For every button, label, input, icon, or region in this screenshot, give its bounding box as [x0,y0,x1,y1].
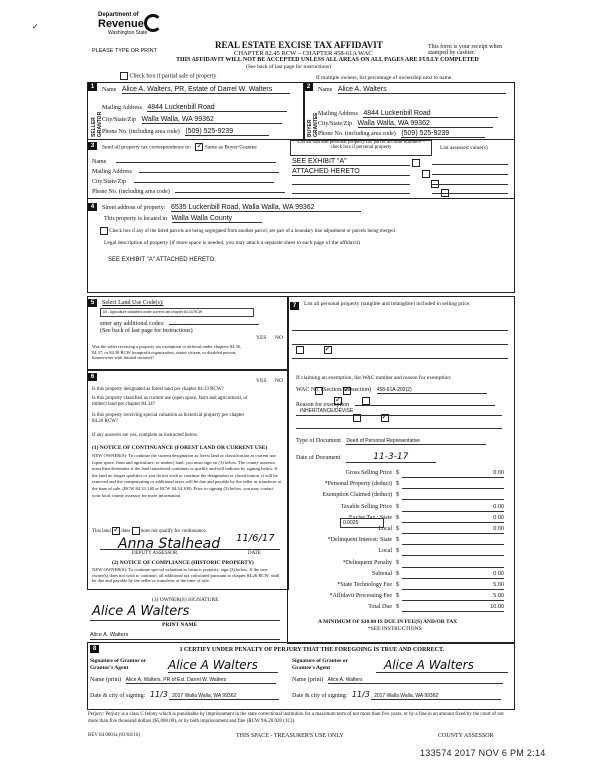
exemption-claim: If claiming an exemption, list WAC number and reason for exemption: [296,375,452,381]
land-use-select[interactable]: 83 - Agriculture classified under current use chapter 84.34 RCW [100,308,254,317]
tax-row-value[interactable] [402,481,504,489]
grantee-date-row: Date & city of signing: 11/3 , 2017 Walla Walla, WA 99362 [292,690,501,700]
parcel-1[interactable]: SEE EXHIBIT "A" [292,158,410,166]
tax-row-dollar: $ [396,526,399,532]
notice2-body: NEW OWNER(S): To continue special valuation as historic property, sign (3) below. If the new owner(s) does not wish to continue, all additional tax calculated pursuant to chapter 84.26 RCW, shall be due and payable by the seller or transferor at the time of sale. [92,567,280,584]
grantor-sig-line[interactable] [168,672,278,673]
buyer-mailing[interactable]: 4844 Luckenbill Road [363,110,498,118]
s3-phone-row: Phone No. (including area code) [92,186,285,195]
dor-logo [98,12,158,38]
additional-codes: enter any additional codes: [100,318,259,327]
reason-line-2 [296,415,502,416]
partial-sale [120,72,216,80]
local-rate[interactable]: 0.0025 [340,518,384,528]
legal-description[interactable]: SEE EXHIBIT "A" ATTACHED HERETO. [108,257,216,263]
print-name-label: PRINT NAME [162,622,198,628]
multiple-owners: If multiple owners, list percentage of ownership next to name. [316,75,453,81]
section-2-number: 2 [304,83,313,91]
tax-row-dollar: $ [396,548,399,555]
s3-phone-line[interactable] [175,186,285,193]
buyer-mailing-row: Mailing Address 4844 Luckenbill Road [318,110,498,118]
buyer-name[interactable]: Alice A. Walters [338,86,506,94]
tax-row-dollar: $ [396,470,399,476]
s6-q2: Is this property classified as current use (open space, farm and agricultural, or timber) land per chapter 84.34? [92,396,248,407]
notice1-body: NEW OWNER(S): To continue the current designation as forest land or classification as current use (open space, farm and agriculture, or timber) land, you must sign on (3) below. The county assessor must then determine if the land transferred continues to qualify and will indicate by signing below. If the land no longer qualifies or you do not wish to continue the designation or classification, it will be removed and the compensating or additional taxes will be due and payable by the seller or transferor at the time of sale. (RCW 84.33.140 or RCW 84.34.108). Prior to signing (3) below, you may contact your local county assessor for more information. [92,453,282,498]
parcel-4[interactable] [292,193,410,194]
owner-sig-label: (3) OWNER(S) SIGNATURE [152,597,219,603]
form-chapter: CHAPTER 82.45 RCW – CHAPTER 458-61A WAC [234,50,373,57]
tax-row-dollar: $ [396,503,399,510]
tax-row-dollar: $ [396,604,399,611]
tax-row-value[interactable]: 0.00 [402,515,504,523]
parcel-header: List all real and personal property tax parcel account numbers – check box if personal property [297,140,425,150]
notice1-title: (1) NOTICE OF CONTINUANCE (FOREST LAND OR CURRENT USE) [92,445,268,451]
grantee-year-city[interactable]: , 2017 Walla Walla, WA 99362 [371,693,501,700]
see-back: (See back of last page for instructions) [246,64,331,70]
tax-row-label: Total Due [368,604,392,611]
tax-row-value[interactable]: 0.00 [402,504,504,512]
legal-row: Legal description of property (if more space is needed, you may attach a separate sheet to each page of the affidavit) [104,240,360,246]
answers-note: If any answers are yes, complete as instructed below. [92,433,199,438]
located-row: This property is located in Walla Walla County [104,215,262,223]
assessor-sig-line[interactable] [100,549,280,550]
tax-row-label: *Delinquent Interest: State [327,537,392,544]
parcel-3[interactable] [292,184,410,185]
buyer-name-row: Name Alice A. Walters [318,86,506,94]
form-title: REAL ESTATE EXCISE TAX AFFIDAVIT [215,40,383,50]
s3-name-line[interactable] [116,156,276,163]
tax-row-dollar: $ [396,537,399,544]
tax-row-label: Gross Selling Price [345,470,392,476]
pp-line-1[interactable] [292,330,508,331]
rev-number: REV 84 0001a (01/04/16) [88,733,140,738]
deputy-assessor-label: DEPUTY ASSESSOR [132,551,178,556]
tax-row-dollar: $ [396,570,399,577]
doc-date-row: Date of Document 11-3-17 [296,452,436,463]
tax-row-dollar: $ [396,481,399,488]
tax-row-label: Local [378,548,392,555]
section-6-number: 6 [88,373,97,381]
reason-line-3 [296,428,502,429]
buyer-city-row: City/State/Zip Walla Walla, WA 99362 [318,120,493,128]
grantor-date-row: Date & city of signing: 11/3 , 2017 Walla Walla, WA 99362 [90,690,279,700]
grantor-date[interactable]: 11/3 [149,690,168,699]
tax-row-label: Excise Tax : State [349,514,392,521]
grantor-sig-label: Signature of Grantor or Grantor's Agent [90,658,147,671]
boundary-checkbox[interactable] [100,227,108,235]
does-checkbox[interactable] [112,527,120,535]
buyer-city[interactable]: Walla Walla, WA 99362 [358,120,493,128]
s6-no: NO [275,378,283,384]
certify: I CERTIFY UNDER PENALTY OF PERJURY THAT THE FOREGOING IS TRUE AND CORRECT. [180,647,445,653]
buyer-phone-row: Phone No. (including area code) (509) 525-9239 [318,130,485,138]
receipt-note: This form is your receipt when stamped by cashier. [428,44,503,56]
dor-logo-line1: Department of [98,12,139,18]
assessor-date: 11/6/17 [236,533,275,544]
seller-city-row: City/State/Zip Walla Walla, WA 99362 [102,116,282,124]
continuance-row: This land ✓ does does not qualify for continuance. [92,527,207,535]
send-correspondence: Send all property tax correspondence to: ✓ Same as Buyer/Grantee [102,143,257,151]
tax-row-value[interactable]: 0.00 [402,470,504,478]
tax-row-value[interactable] [402,548,504,556]
perjury-notice: Perjury: Perjury is a class C felony which is punishable by imprisonment in the state correctional institution for a maximum term of not more than five years, or by a fine in an amount fixed by the court of not more than five thousand dollars ($5,000.00), or by both imprisonment and fine (RCW 9A.20.020 (1C)). [88,712,504,724]
seller-mailing-row: Mailing Address 4844 Luckenbill Road [102,104,287,112]
s3-city-line[interactable] [134,176,274,183]
tax-row-label: *Personal Property (deduct) [324,481,392,488]
section-4-number: 4 [88,203,97,211]
grantor-year-city[interactable]: , 2017 Walla Walla, WA 99362 [169,693,279,700]
same-as-buyer-checkbox[interactable] [195,143,203,151]
grantee-signature: Alice A Walters [384,658,474,672]
tax-row-dollar: $ [396,559,399,566]
dor-logo-line2: Revenue [98,18,144,30]
dor-logo-icon [144,14,162,32]
tax-row-label: *Delinquent Penalty [342,559,392,566]
street-row: Street address of property: 6535 Luckenbill Road, Walla Walla, WA 99362 [102,204,361,212]
exemption-reason[interactable]: INHERITANCE/DEVISE [300,408,354,414]
assessed-header: List assessed value(s) [440,145,488,151]
does-not-checkbox[interactable] [132,527,140,535]
grantee-sig-label: Signature of Grantee or Grantee's Agent [292,658,348,671]
s5-see-back: (See back of last page for instructions) [100,328,193,334]
tax-row-value[interactable]: 0.00 [402,571,504,579]
tax-row-dollar: $ [396,492,399,499]
doc-date[interactable]: 11-3-17 [346,452,436,463]
section-1-number: 1 [88,83,97,91]
doc-type-row: Type of Document Deed of Personal Representative [296,438,486,445]
notice2-title: (2) NOTICE OF COMPLIANCE (HISTORIC PROPERTY) [112,560,254,566]
assessor-signature: Anna Stalhead [118,536,221,552]
print-name-line [90,639,280,640]
wac-number[interactable]: 458-61A-202(2) [377,387,487,394]
partial-sale-label: Check box if partial sale of property [129,73,217,80]
s3-mailing-line[interactable] [139,166,279,173]
section-5-number: 5 [88,299,97,307]
tax-row-label: *State Technology Fee [337,582,392,588]
owner-sig-line[interactable] [90,620,280,621]
partial-sale-checkbox[interactable] [120,72,128,80]
grantor-signature: Alice A Walters [168,658,258,672]
doc-type[interactable]: Deed of Personal Representative [346,438,486,445]
tax-row-dollar: $ [396,593,399,600]
print-name[interactable]: Alice A. Walters [90,632,129,638]
pp-line-2[interactable] [292,344,508,345]
tax-row-label: Taxable Selling Price [340,503,392,510]
parcel-1-checkbox[interactable] [412,159,420,167]
tax-row-label: Subtotal [371,570,392,577]
seller-mailing[interactable]: 4844 Luckenbill Road [147,104,287,112]
grantee-date[interactable]: 11/3 [351,690,370,699]
street-address[interactable]: 6535 Luckenbill Road, Walla Walla, WA 99362 [171,204,361,212]
s3-city-row: City/State/Zip [92,176,274,185]
s5-no: NO [275,335,283,341]
seller-name-row: Name Alice A. Walters, PR, Estate of Darrel W. Walters [102,86,290,94]
parcel-2[interactable]: ATTACHED HERETO [292,168,410,176]
section-7-number: 7 [290,302,299,310]
s6-yes: YES [256,378,267,384]
assessed-4[interactable] [432,193,508,194]
buyer-phone[interactable]: (509) 525-9239 [401,130,485,138]
exemption-question: Was the seller receiving a property tax exemption or deferral under chapters 84.36, 84.37, or 84.38 RCW (nonprofit organization, senior citizen, or disabled person, homeowner with limited income)? [92,344,242,360]
seller-name[interactable]: Alice A. Walters, PR, Estate of Darrel W. Walters [122,86,290,94]
corner-mark: ✓ [32,22,39,31]
section-3-number: 3 [88,142,97,150]
additional-codes-line[interactable] [169,318,259,325]
s3-mailing-row: Mailing Address [92,166,279,175]
land-use-label: Select Land Use Code(s): [102,300,164,306]
please-type: PLEASE TYPE OR PRINT [92,48,158,54]
date-label: DATE [248,551,261,556]
recording-stamp: 133574 2017 NOV 6 PM 2:14 [420,748,546,758]
grantee-print-name[interactable]: Alice A. Walters [328,677,503,684]
tax-row-value[interactable]: 5.00 [402,582,504,590]
seller-side-label: SELLER GRANTOR [91,111,103,137]
tax-row-value[interactable] [402,492,504,500]
tax-row-label: *Affidavit Processing Fee [329,593,392,600]
assessed-1[interactable] [432,164,508,165]
tax-row-label: Exemption Claimed (deduct) [322,492,392,499]
section-8-number: 8 [90,645,99,653]
tax-row-value[interactable]: 0.00 [402,526,504,534]
assessed-2[interactable] [432,174,508,175]
dor-logo-line3: Washington State [108,30,148,36]
assessed-3[interactable] [432,184,508,185]
seller-phone[interactable]: (509) 525-9239 [185,128,269,136]
minimum-due: A MINIMUM OF $10.00 IS DUE IN FEE(S) AND/OR TAX [318,619,458,625]
reason-line [355,399,495,406]
tax-row-dollar: $ [396,514,399,521]
buyer-side-label: BUYER GRANTEE [307,112,319,137]
s6-q1: Is this property designated as forest land per chapter 84.33 RCW? [92,387,224,392]
personal-property: List all personal property (tangible and intangible) included in selling price. [304,301,471,307]
boundary-row: Check box if any of the listed parcels are being segregated from another parcel, are part of a boundary line adjustment or parcels being merged. [100,227,396,235]
seller-phone-row: Phone No. (including area code) (509) 525-9239 [102,128,269,136]
see-instructions: *SEE INSTRUCTIONS [368,626,422,632]
grantee-print-row: Name (print) Alice A. Walters [292,677,503,684]
tax-row-value[interactable] [402,537,504,545]
tax-row-value[interactable]: 5.00 [402,593,504,601]
tax-row-label: Local [378,526,392,532]
owner-signature: Alice A Walters [92,604,190,619]
county-assessor: COUNTY ASSESSOR [438,733,494,739]
treasurer-use: THIS SPACE - TREASURER'S USE ONLY [236,733,344,739]
county[interactable]: Walla Walla County [172,215,262,223]
pp-line-3[interactable] [292,358,508,359]
wac-row: WAC No. (Section/Subsection) 458-61A-202(2) [296,387,487,394]
tax-row-value[interactable] [402,560,504,568]
tax-row-value[interactable]: 10.00 [402,604,504,612]
form-warning: THIS AFFIDAVIT WILL NOT BE ACCEPTED UNLESS ALL AREAS ON ALL PAGES ARE FULLY COMPLETED [176,57,479,63]
parcel-2-checkbox[interactable] [422,170,430,178]
reason-row: Reason for exemption [296,399,495,408]
s3-name-row: Name [92,156,276,165]
grantor-print-row: Name (print) Alice A. Walters, PR of Est. Darrel W. Walters [90,677,276,684]
seller-city[interactable]: Walla Walla, WA 99362 [142,116,282,124]
grantor-print-name[interactable]: Alice A. Walters, PR of Est. Darrel W. Walters [126,677,276,684]
s6-q3: Is this property receiving special valuation as historical property per chapter 84.26 RCW? [92,413,245,424]
s5-yes: YES [256,335,267,341]
tax-row-dollar: $ [396,582,399,588]
grantee-sig-line[interactable] [376,672,508,673]
